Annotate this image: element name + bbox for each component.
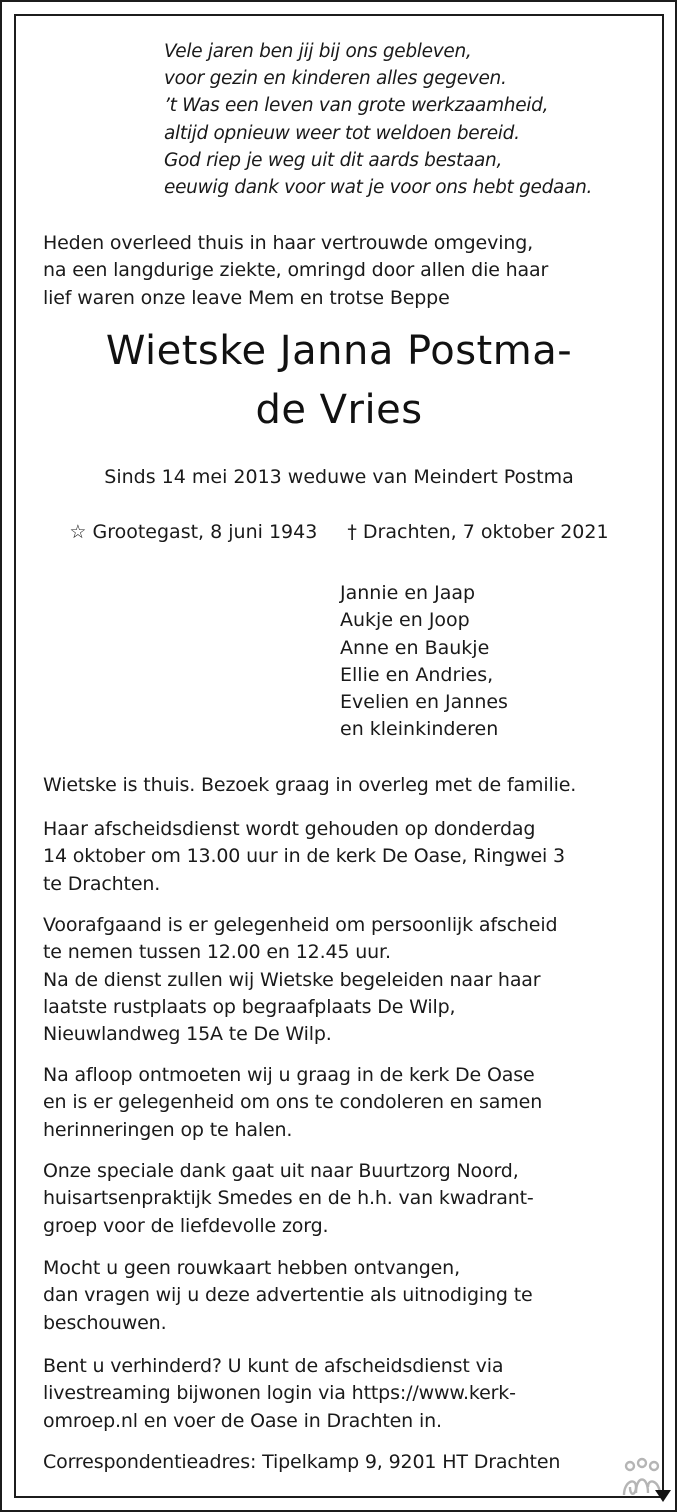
widow-line: Sinds 14 mei 2013 weduwe van Meindert Postma [104,466,574,488]
text-line: Haar afscheidsdienst wordt gehouden op donderdag [43,818,536,840]
address-paragraph [43,1449,633,1476]
family-member: Ellie en Andries, [340,663,494,686]
text-line: te nemen tussen 12.00 en 12.45 uur. [43,941,391,964]
text-line: laatste rustplaats op begraafplaats De Wilp, [43,995,456,1018]
thanks-paragraph [43,1158,633,1240]
birth-date: ☆ Grootegast, 8 juni 1943 [69,521,318,543]
text-line: te Drachten. [43,872,161,895]
text-line: omroep.nl en voer de Oase in Drachten in. [43,1409,442,1432]
text-line: Na afloop ontmoeten wij u graag in de kerk De Oase [43,1064,535,1086]
poem-line: eeuwig dank voor wat je voor ons hebt gedaan. [164,177,593,199]
intro-line: Heden overleed thuis in haar vertrouwde omgeving, [43,232,534,254]
poem-line: Vele jaren ben jij bij ons gebleven, [164,41,472,62]
family-member: Anne en Baukje [340,636,490,659]
text-line: Voorafgaand is er gelegenheid om persoonlijk afscheid [43,914,558,936]
text-line: dan vragen wij u deze advertentie als uitnodiging te [43,1284,533,1307]
text-line: livestreaming bijwonen login via https://www.kerk- [43,1382,516,1405]
text-line: huisartsenpraktijk Smedes en de h.h. van kwadrant- [43,1187,534,1210]
family-member: Jannie en Jaap [340,582,476,604]
poem [164,38,592,201]
text-line: herinneringen op te halen. [43,1118,293,1141]
text-line: Bent u verhinderd? U kunt de afscheidsdienst via [43,1355,504,1377]
poem-line: God riep je weg uit dit aards bestaan, [164,149,503,171]
triangle-down-icon[interactable] [655,1490,671,1502]
intro-line: na een langdurige ziekte, omringd door allen die haar [43,259,549,282]
visit-paragraph [43,772,633,799]
farewell-paragraph [43,912,633,1048]
family-member: en kleinkinderen [340,718,499,741]
name-line-1: Wietske Janna Postma- [105,328,573,374]
livestream-paragraph [43,1353,633,1435]
death-date: † Drachten, 7 oktober 2021 [347,521,609,543]
text-line: Onze speciale dank gaat uit naar Buurtzorg Noord, [43,1160,519,1182]
text-line: groep voor de liefdevolle zorg. [43,1214,329,1237]
condolence-paragraph [43,1062,633,1144]
invitation-paragraph [43,1255,633,1337]
text-line: Wietske is thuis. Bezoek graag in overleg met de familie. [43,774,577,796]
intro-paragraph [43,230,633,312]
poem-line: altijd opnieuw weer tot weldoen bereid. [164,122,520,144]
family-list [340,580,508,744]
family-member: Aukje en Joop [340,609,470,632]
text-line: Mocht u geen rouwkaart hebben ontvangen, [43,1257,460,1279]
text-line: Na de dienst zullen wij Wietske begeleiden naar haar [43,968,541,991]
poem-line: voor gezin en kinderen alles gegeven. [164,68,507,90]
text-line: Correspondentieadres: Tipelkamp 9, 9201 HT Drachten [43,1451,561,1473]
service-paragraph [43,816,633,898]
family-member: Evelien en Jannes [340,691,508,714]
text-line: 14 oktober om 13.00 uur in de kerk De Oase, Ringwei 3 [43,845,565,868]
deceased-name [14,318,664,444]
text-line: Nieuwlandweg 15A te De Wilp. [43,1023,332,1046]
text-line: en is er gelegenheid om ons te condoleren en samen [43,1091,543,1114]
life-dates [14,521,664,543]
intro-line: lief waren onze leave Mem en trotse Beppe [43,286,450,309]
poem-line: ’t Was een leven van grote werkzaamheid, [164,95,549,117]
text-line: beschouwen. [43,1311,167,1334]
name-line-2: de Vries [255,387,423,433]
